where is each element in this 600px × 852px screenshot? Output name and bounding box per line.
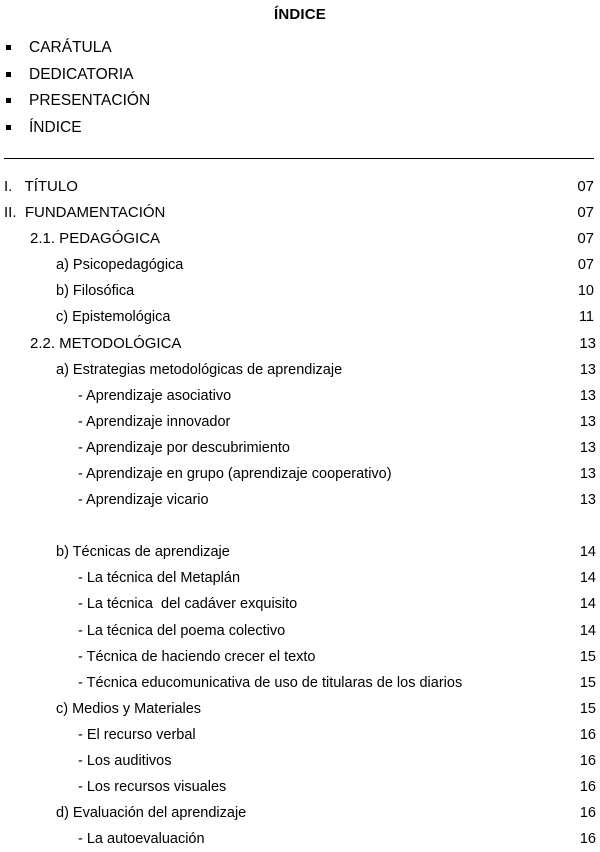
toc-entry — [0, 565, 600, 591]
toc-entry-label: a) Estrategias metodológicas de aprendizaje — [56, 361, 343, 378]
toc-entry-page: 13 — [579, 439, 596, 456]
toc-entry-label: - Aprendizaje asociativo — [78, 387, 232, 404]
toc-entry-label: b) Técnicas de aprendizaje — [56, 544, 230, 561]
toc-entry-page: 16 — [579, 805, 596, 822]
front-matter-label: PRESENTACIÓN — [29, 92, 151, 109]
toc-entry-label: - Los recursos visuales — [78, 779, 227, 796]
toc-entry — [0, 539, 600, 565]
toc-entry — [0, 670, 600, 696]
toc-entry — [0, 252, 600, 278]
toc-entry-page: 16 — [579, 726, 596, 743]
toc-entry — [0, 644, 600, 670]
front-matter-label: CARÁTULA — [29, 39, 112, 56]
toc-entry-page: 13 — [579, 413, 596, 430]
toc-entry-label: b) Filosófica — [56, 283, 135, 300]
toc-entry — [0, 722, 600, 748]
toc-entry-page: 07 — [577, 204, 594, 222]
toc-entry — [0, 487, 600, 513]
toc-entry-page: 15 — [579, 700, 596, 717]
toc-entry-page: 16 — [579, 831, 596, 848]
toc-entry-label: - Aprendizaje vicario — [78, 492, 209, 509]
toc-entry-label: c) Epistemológica — [56, 309, 171, 326]
toc-entry-label: II. FUNDAMENTACIÓN — [4, 204, 166, 222]
toc-entry-label: - Aprendizaje innovador — [78, 413, 231, 430]
toc-entry-page: 16 — [579, 779, 596, 796]
toc-entry-label: - La autoevaluación — [78, 831, 205, 848]
toc-entry-label: - La técnica del cadáver exquisito — [78, 596, 298, 613]
front-matter-item — [6, 89, 150, 116]
toc-entry-label: - Los auditivos — [78, 752, 172, 769]
table-of-contents — [0, 174, 600, 852]
toc-entry-page: 14 — [579, 596, 596, 613]
toc-entry — [0, 331, 600, 357]
toc-entry — [0, 278, 600, 304]
toc-entry-page: 07 — [577, 230, 594, 248]
toc-entry-label: a) Psicopedagógica — [56, 257, 184, 274]
toc-entry-page: 13 — [579, 361, 596, 378]
toc-entry-label: c) Medios y Materiales — [56, 700, 202, 717]
toc-entry — [0, 774, 600, 800]
toc-entry-label: - Técnica de haciendo crecer el texto — [78, 648, 316, 665]
toc-entry-page: 13 — [579, 492, 596, 509]
toc-entry-label: I. TÍTULO — [4, 178, 78, 195]
front-matter-label: DEDICATORIA — [29, 65, 134, 83]
toc-entry — [0, 461, 600, 487]
toc-entry — [0, 748, 600, 774]
toc-entry-page: 14 — [579, 622, 596, 639]
toc-entry-page: 15 — [579, 674, 596, 691]
toc-entry-page: 10 — [577, 283, 594, 300]
toc-entry-label: - El recurso verbal — [78, 726, 196, 743]
toc-entry — [0, 800, 600, 826]
front-matter-item — [6, 63, 150, 90]
toc-entry — [0, 826, 600, 852]
toc-entry-label: - La técnica del Metaplán — [78, 570, 241, 587]
toc-entry-page: 15 — [579, 648, 596, 665]
toc-entry-page: 13 — [579, 387, 596, 404]
toc-entry-label: - La técnica del poema colectivo — [78, 622, 286, 639]
toc-entry — [0, 618, 600, 644]
toc-entry-page: 13 — [579, 466, 596, 483]
toc-entry — [0, 226, 600, 252]
square-bullet-icon — [6, 125, 11, 130]
toc-entry — [0, 200, 600, 226]
toc-entry-label: - Aprendizaje en grupo (aprendizaje cooperativo) — [78, 466, 392, 483]
toc-entry-label: 2.2. METODOLÓGICA — [30, 334, 182, 352]
toc-entry — [0, 304, 600, 330]
toc-entry — [0, 409, 600, 435]
front-matter-item — [6, 116, 150, 143]
toc-entry-page: 16 — [579, 752, 596, 769]
toc-entry-page: 07 — [577, 257, 594, 274]
toc-entry — [0, 591, 600, 617]
toc-entry — [0, 383, 600, 409]
front-matter-label: ÍNDICE — [29, 118, 82, 136]
toc-entry-label: d) Evaluación del aprendizaje — [56, 805, 247, 822]
divider — [4, 158, 594, 159]
toc-entry-page: 13 — [579, 334, 596, 352]
square-bullet-icon — [6, 72, 11, 77]
toc-entry-page: 11 — [578, 309, 594, 326]
square-bullet-icon — [6, 98, 11, 103]
page-title: ÍNDICE — [273, 6, 327, 23]
toc-entry — [0, 174, 600, 200]
toc-entry-page: 14 — [579, 544, 596, 561]
toc-spacer — [0, 513, 600, 539]
toc-entry-label: - Técnica educomunicativa de uso de titularas de los diarios — [78, 674, 463, 691]
toc-entry — [0, 357, 600, 383]
toc-entry-page: 07 — [577, 178, 594, 195]
square-bullet-icon — [6, 45, 11, 50]
toc-entry — [0, 696, 600, 722]
front-matter-list — [6, 36, 150, 142]
front-matter-item — [6, 36, 150, 63]
toc-entry-label: 2.1. PEDAGÓGICA — [30, 230, 161, 248]
toc-entry — [0, 435, 600, 461]
toc-entry-label: - Aprendizaje por descubrimiento — [78, 439, 290, 456]
toc-entry-page: 14 — [579, 570, 596, 587]
